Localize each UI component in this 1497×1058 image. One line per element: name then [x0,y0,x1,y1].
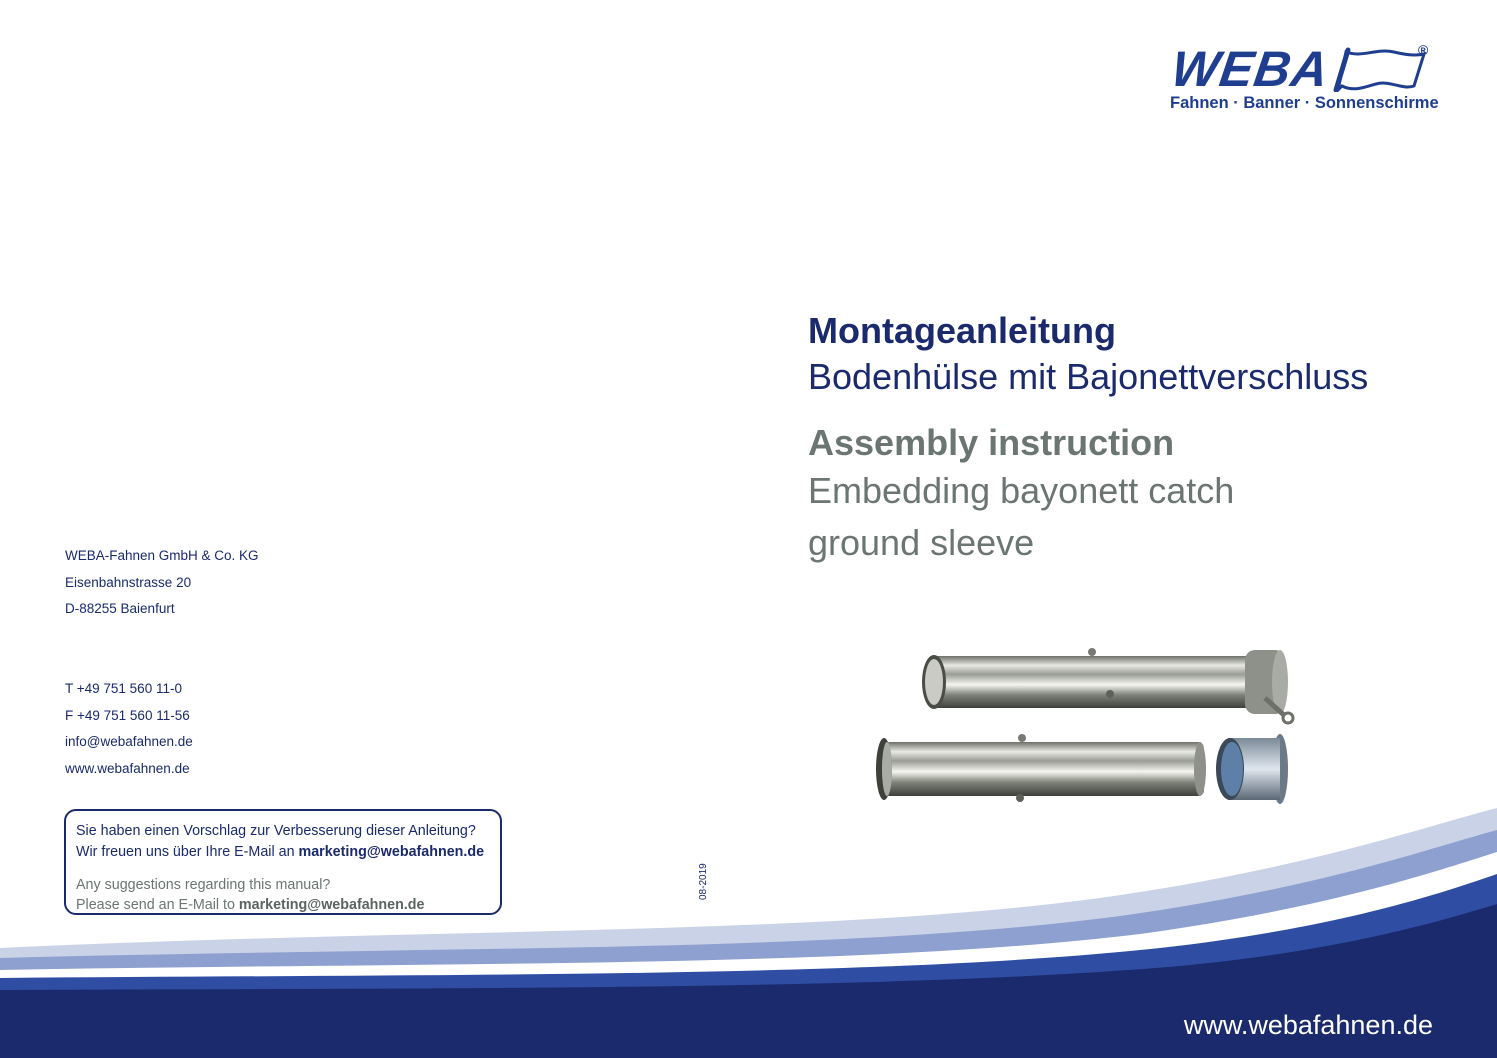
title-en-heading: Assembly instruction [808,422,1175,463]
feedback-en-email[interactable]: marketing@webafahnen.de [238,897,425,913]
registered-mark: ® [1418,42,1429,58]
upper-tube [922,648,1293,723]
company-street: Eisenbahnstrasse 20 [65,574,192,590]
feedback-de-prefix: Wir freuen uns über Ihre E-Mail an [76,844,299,860]
title-en-subtitle-line2: ground sleeve [808,522,1035,563]
flag-icon [1332,46,1428,92]
title-de-heading: Montageanleitung [808,310,1116,351]
company-address [65,543,259,623]
logo-tagline: Fahnen · Banner · Sonnenschirme [1170,94,1439,112]
product-photo [860,636,1300,816]
title-block [808,308,1368,570]
logo-wordmark: WEBA [1168,41,1333,97]
contact-email[interactable]: info@webafahnen.de [65,734,193,749]
sleeve-cap [1216,734,1288,804]
feedback-en-line1: Any suggestions regarding this manual? [76,877,331,893]
contact-website[interactable]: www.webafahnen.de [65,760,190,776]
lower-tube [876,734,1206,802]
company-contact [65,676,193,782]
title-en-subtitle-line1: Embedding bayonett catch [808,470,1235,511]
company-name: WEBA-Fahnen GmbH & Co. KG [65,548,259,563]
title-de-subtitle: Bodenhülse mit Bajonettverschluss [808,356,1369,397]
date-code: 08-2019 [698,863,709,900]
feedback-de-email[interactable]: marketing@webafahnen.de [298,844,485,860]
feedback-de-line1: Sie haben einen Vorschlag zur Verbesserung dieser Anleitung? [76,823,476,839]
contact-phone: T +49 751 560 11-0 [65,681,182,696]
footer-website[interactable]: www.webafahnen.de [1183,1010,1433,1040]
feedback-en-prefix: Please send an E-Mail to [76,897,239,913]
weba-logo [1166,41,1439,116]
contact-fax: F +49 751 560 11-56 [65,707,190,723]
company-city: D-88255 Baienfurt [65,601,175,616]
